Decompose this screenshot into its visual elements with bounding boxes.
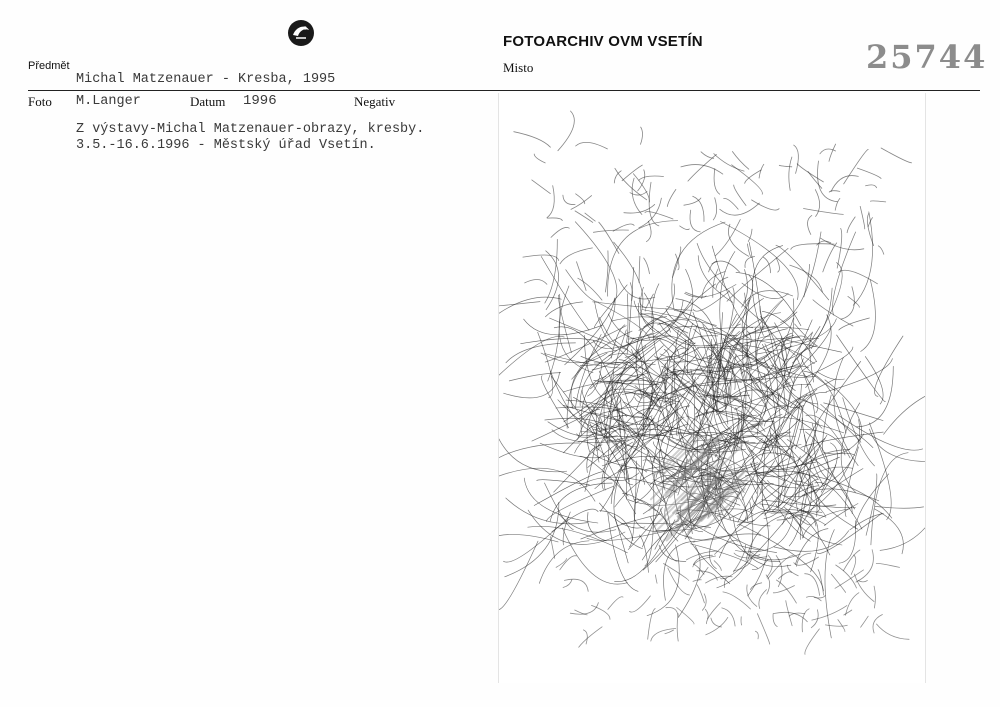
scribble-stroke (711, 618, 722, 627)
scribble-stroke (681, 165, 723, 175)
scribble-stroke (714, 561, 721, 571)
scribble-stroke (639, 256, 640, 282)
scribble-stroke (866, 474, 877, 535)
scribble-stroke (558, 111, 574, 151)
scribble-stroke (788, 565, 799, 576)
scribble-stroke (644, 258, 650, 274)
scribble-stroke (713, 198, 716, 220)
scribble-stroke (666, 607, 678, 616)
scribble-stroke (837, 335, 886, 402)
scribble-stroke (499, 437, 567, 471)
scribble-stroke (680, 226, 690, 230)
scribble-stroke (858, 581, 867, 582)
scribble-stroke (759, 590, 767, 609)
scribble-stroke (499, 541, 538, 610)
scribble-stroke (667, 189, 676, 206)
scribble-stroke (853, 212, 872, 305)
scribble-stroke (732, 152, 748, 170)
scribble-stroke (778, 572, 791, 579)
scribble-stroke (854, 574, 874, 602)
scribble-stroke (587, 363, 602, 397)
scribble-stroke (755, 631, 758, 639)
scribble-stroke (705, 609, 708, 619)
scribble-stroke (706, 603, 720, 624)
scribble-stroke (817, 372, 844, 380)
scribble-stroke (686, 292, 707, 297)
scribble-stroke (593, 230, 628, 232)
scribble-stroke (825, 530, 834, 638)
negative-label: Negativ (354, 94, 396, 109)
scribble-stroke (693, 556, 716, 567)
date-value: 1996 (243, 93, 277, 109)
scribble-stroke (723, 592, 751, 609)
scribble-stroke (546, 486, 613, 521)
scribble-stroke (814, 596, 825, 598)
scribble-stroke (514, 132, 551, 148)
scribble-stroke (805, 629, 820, 654)
scribble-stroke (622, 165, 642, 181)
scribble-stroke (806, 596, 821, 600)
scribble-stroke (755, 301, 782, 330)
scribble-stroke (714, 169, 720, 195)
scribble-stroke (499, 336, 564, 392)
scribble-stroke (818, 161, 838, 202)
scribble-stroke (808, 215, 812, 234)
scribble-stroke (688, 323, 693, 374)
scribble-stroke (804, 264, 810, 296)
scribble-stroke (881, 148, 911, 163)
scribble-stroke (825, 625, 847, 626)
scribble-stroke (724, 198, 739, 209)
scribble-stroke (831, 176, 858, 192)
scribble-stroke (592, 605, 611, 619)
scribble-stroke (843, 398, 875, 466)
scribble-stroke (861, 280, 876, 352)
scribble-stroke (752, 200, 780, 210)
scribble-stroke (678, 546, 700, 617)
scribble-stroke (790, 405, 805, 463)
scribble-stroke (608, 597, 623, 610)
scribble-stroke (837, 228, 842, 268)
place-label: Misto (503, 60, 534, 75)
scribble-stroke (857, 168, 881, 178)
scribble-stroke (728, 224, 748, 256)
scribble-stroke (575, 211, 593, 223)
scribble-stroke (804, 209, 844, 215)
scribble-stroke (550, 318, 627, 350)
scribble-stroke (870, 201, 885, 202)
scribble-stroke (541, 256, 589, 330)
scribble-stroke (551, 227, 569, 237)
scribble-stroke (715, 540, 739, 554)
scribble-stroke (630, 596, 651, 612)
scribble-stroke (608, 221, 678, 297)
scribble-stroke (665, 630, 674, 634)
scribble-stroke (841, 287, 854, 320)
scribble-stroke (860, 206, 865, 228)
scribble-stroke (874, 586, 875, 608)
scribble-stroke (714, 154, 744, 172)
scribble-stroke (629, 331, 659, 339)
scribble-stroke (579, 627, 602, 647)
scribble-stroke (812, 606, 847, 621)
scribble-stroke (861, 616, 869, 627)
artwork-photo (498, 93, 926, 683)
scribble-stroke (823, 243, 837, 272)
scribble-stroke (599, 222, 619, 253)
scribble-stroke (877, 624, 910, 639)
scribble-stroke (763, 257, 770, 273)
scribble-stroke (773, 586, 794, 593)
scribble-stroke (560, 248, 592, 264)
scribble-stroke (873, 615, 882, 634)
scribble-stroke (750, 583, 761, 590)
scribble-stroke (880, 513, 925, 550)
scribble-stroke (766, 575, 770, 594)
scribble-stroke (839, 270, 878, 284)
description-line-1: Z výstavy-Michal Matzenauer-obrazy, kresby. (76, 122, 425, 137)
scribble-stroke (720, 203, 760, 215)
scribble-stroke (741, 617, 742, 625)
scribble-stroke (576, 142, 608, 149)
scribble-stroke (722, 608, 735, 626)
scribble-stroke (847, 217, 855, 233)
scribble-stroke (525, 279, 547, 284)
scribble-stroke (784, 489, 818, 497)
scribble-stroke (645, 212, 673, 219)
scribble-stroke (839, 318, 870, 330)
scribble-stroke (846, 593, 859, 616)
scribble-stroke (781, 232, 821, 323)
date-label: Datum (190, 94, 226, 109)
scribble-stroke (776, 258, 779, 272)
scribble-stroke (802, 418, 806, 443)
photographer-value: M.Langer (76, 94, 141, 109)
scribble-stroke (701, 152, 714, 159)
scribble-stroke (551, 537, 555, 559)
scribble-stroke (724, 578, 726, 587)
scribble-stroke (866, 185, 877, 188)
scribble-stroke (734, 185, 746, 206)
scribble-stroke (563, 195, 575, 204)
scribble-stroke (838, 620, 845, 632)
scribble-stroke (829, 144, 836, 161)
subject-value: Michal Matzenauer - Kresba, 1995 (76, 72, 336, 87)
scribble-stroke (632, 178, 642, 214)
scribble-stroke (748, 229, 752, 241)
scribble-stroke (697, 243, 769, 327)
scribble-drawing (499, 93, 925, 683)
scribble-stroke (672, 222, 725, 309)
subject-label: Předmět (28, 60, 70, 72)
scribble-stroke (532, 180, 551, 194)
scribble-stroke (499, 534, 558, 576)
scribble-stroke (585, 404, 597, 491)
scribble-stroke (757, 614, 769, 644)
scribble-stroke (825, 380, 862, 441)
scribble-stroke (697, 585, 704, 603)
scribble-stroke (588, 443, 618, 468)
scribble-stroke (677, 614, 678, 642)
scribble-stroke (560, 556, 577, 570)
archive-title: FOTOARCHIV OVM VSETÍN (503, 33, 703, 50)
scribble-stroke (856, 550, 874, 582)
scribble-stroke (693, 291, 730, 311)
scribble-stroke (876, 563, 899, 567)
scribble-stroke (663, 378, 709, 414)
scribble-stroke (797, 164, 823, 182)
scribble-stroke (651, 629, 676, 642)
scribble-stroke (844, 610, 852, 615)
scribble-stroke (659, 545, 686, 561)
scribble-stroke (608, 513, 638, 591)
scribble-stroke (641, 127, 643, 144)
scribble-stroke (884, 384, 925, 434)
photo-label: Foto (28, 94, 52, 109)
scribble-stroke (791, 244, 835, 250)
scribble-stroke (813, 438, 828, 480)
scribble-stroke (690, 210, 700, 232)
scribble-stroke (541, 353, 607, 363)
scribble-stroke (619, 279, 655, 299)
scribble-stroke (875, 336, 903, 396)
scribble-stroke (570, 603, 598, 615)
scribble-stroke (878, 246, 884, 254)
scribble-stroke (534, 154, 545, 163)
scribble-stroke (871, 453, 908, 545)
card-number-stamp: 25744 (866, 38, 988, 76)
scribble-stroke (664, 564, 689, 581)
scribble-stroke (575, 222, 617, 303)
header-divider (28, 90, 980, 91)
scribble-stroke (815, 190, 819, 217)
scribble-stroke (684, 198, 701, 205)
scribble-stroke (629, 461, 636, 547)
scribble-stroke (545, 302, 582, 317)
scribble-stroke (509, 373, 560, 381)
scribble-stroke (552, 509, 598, 532)
scribble-stroke (545, 239, 558, 303)
scribble-stroke (835, 198, 840, 210)
scribble-stroke (571, 196, 592, 210)
scribble-stroke (655, 575, 657, 583)
scribble-stroke (566, 270, 599, 303)
scribble-stroke (578, 441, 611, 461)
scribble-stroke (709, 261, 718, 272)
scribble-stroke (774, 531, 849, 552)
scribble-stroke (670, 301, 683, 326)
scribble-stroke (499, 443, 580, 476)
scribble-stroke (794, 145, 799, 173)
scribble-stroke (776, 245, 829, 300)
description-line-2: 3.5.-16.6.1996 - Městský úřad Vsetín. (76, 138, 376, 153)
scribble-stroke (806, 347, 853, 377)
scribble-stroke (773, 614, 777, 627)
scribble-stroke (585, 213, 595, 221)
scribble-stroke (806, 415, 850, 458)
ovm-logo-icon (286, 18, 316, 48)
scribble-stroke (578, 278, 602, 300)
scribble-stroke (824, 403, 883, 421)
scribble-stroke (547, 218, 562, 221)
scribble-stroke (694, 565, 704, 575)
scribble-stroke (789, 157, 792, 190)
scribble-stroke (639, 176, 664, 180)
scribble-stroke (844, 149, 869, 184)
scribble-stroke (547, 186, 554, 218)
scribble-stroke (794, 453, 855, 468)
